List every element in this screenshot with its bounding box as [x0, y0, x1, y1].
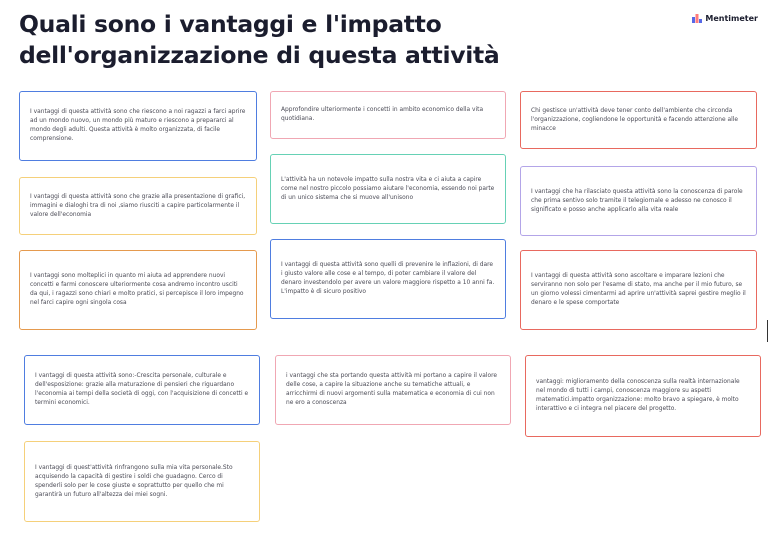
response-text: I vantaggi di questa attività sono:-Crescita personale, culturale e dell'esposizione: grazie alla maturazione di pensieri che riguardano l'economia ai tempi della società di oggi, con l'acquisizione di concetti e termini economici. [35, 373, 249, 406]
response-text: I vantaggi di questa attività sono ascoltare e imparare lezioni che serviranno non solo per l'esame di stato, ma anche per il mio futuro, se un giorno volessi cimentarmi ad aprire un'attività saprei gestire meglio il denaro e le spese comportate [531, 273, 746, 306]
response-text: I vantaggi di quest'attività rinfrangono sulla mia vita personale.Sto acquisendo la capacità di gestire i soldi che guadagno. Cerco di spenderli solo per le cose giuste e soprattutto per quello che mi garantirà un futuro all'altezza dei miei sogni. [35, 464, 233, 498]
response-card [270, 239, 506, 319]
response-card [19, 250, 257, 330]
page-title: Quali sono i vantaggi e l'impatto dell'organizzazione di questa attività [19, 10, 500, 69]
response-card [520, 166, 757, 236]
response-card [270, 154, 506, 224]
response-text: I vantaggi sono molteplici in quanto mi aiuta ad apprendere nuovi concetti e farmi conoscere ulteriormente cosa andremo incontro usciti da qui, i ragazzi sono chiari e molto pratici, si percepisce il loro impegno nel farci capire ogni singola cosa [30, 273, 244, 306]
response-text: I vantaggi di questa attività sono che riescono a noi ragazzi a farci aprire ad un mondo nuovo, un mondo più maturo e riescono a prepararci al mondo degli adulti. Questa attività è molto organizzata, di facile comprensione. [30, 109, 246, 142]
text-cursor [767, 320, 768, 342]
mentimeter-bars-icon [692, 14, 702, 23]
response-card [520, 250, 757, 330]
response-text: I vantaggi che ha rilasciato questa attività sono la conoscenza di parole che prima sentivo solo tramite il telegiornale e adesso ne conosco il significato e posso anche applicarlo alla vita reale [531, 188, 743, 213]
response-text: I vantaggi di questa attività sono che grazie alla presentazione di grafici, immagini e dialoghi tra di noi ,siamo riusciti a capire particolarmente il valore dell'economia [30, 193, 246, 218]
response-card [525, 355, 761, 437]
response-card [24, 441, 260, 522]
response-card [19, 177, 257, 235]
response-text: Chi gestisce un'attività deve tener conto dell'ambiente che circonda l'organizzazione, cogliendone le opportunità e facendo attenzione alle minacce [531, 107, 739, 132]
response-text: vantaggi: miglioramento della conoscenza sulla realtà internazionale nel mondo di tutti i campi, conoscenza maggiore su aspetti matematici.impatto organizzazione: molto bravo a spiegare, è molto interattivo e ci integra nel piacere del progetto. [536, 379, 740, 412]
response-card [275, 355, 511, 425]
response-text: Approfondire ulteriormente i concetti in ambito economico della vita quotidiana. [281, 107, 484, 122]
response-text: L'attività ha un notevole impatto sulla nostra vita e ci aiuta a capire come nel nostro piccolo possiamo aiutare l'economia, essendo noi parte di un unico sistema che si muove all'unisono [281, 176, 495, 201]
mentimeter-logo [692, 14, 758, 23]
response-text: i vantaggi che sta portando questa attività mi portano a capire il valore delle cose, a capire la situazione anche su tematiche attuali, e arricchirmi di nuovi argomenti sulla matematica e economia di cui non ne ero a conoscenza [286, 373, 497, 406]
response-card [24, 355, 260, 425]
response-text: I vantaggi di questa attività sono quelli di prevenire le inflazioni, di dare i giusto valore alle cose e al tempo, di poter cambiare il valore del denaro investendolo per avere un valore maggiore rispetto a 10 anni fa. L'impatto è di sicuro positivo [281, 262, 495, 295]
brand-name: Mentimeter [705, 14, 758, 23]
response-card [270, 91, 506, 139]
response-card [520, 91, 757, 149]
response-card [19, 91, 257, 161]
